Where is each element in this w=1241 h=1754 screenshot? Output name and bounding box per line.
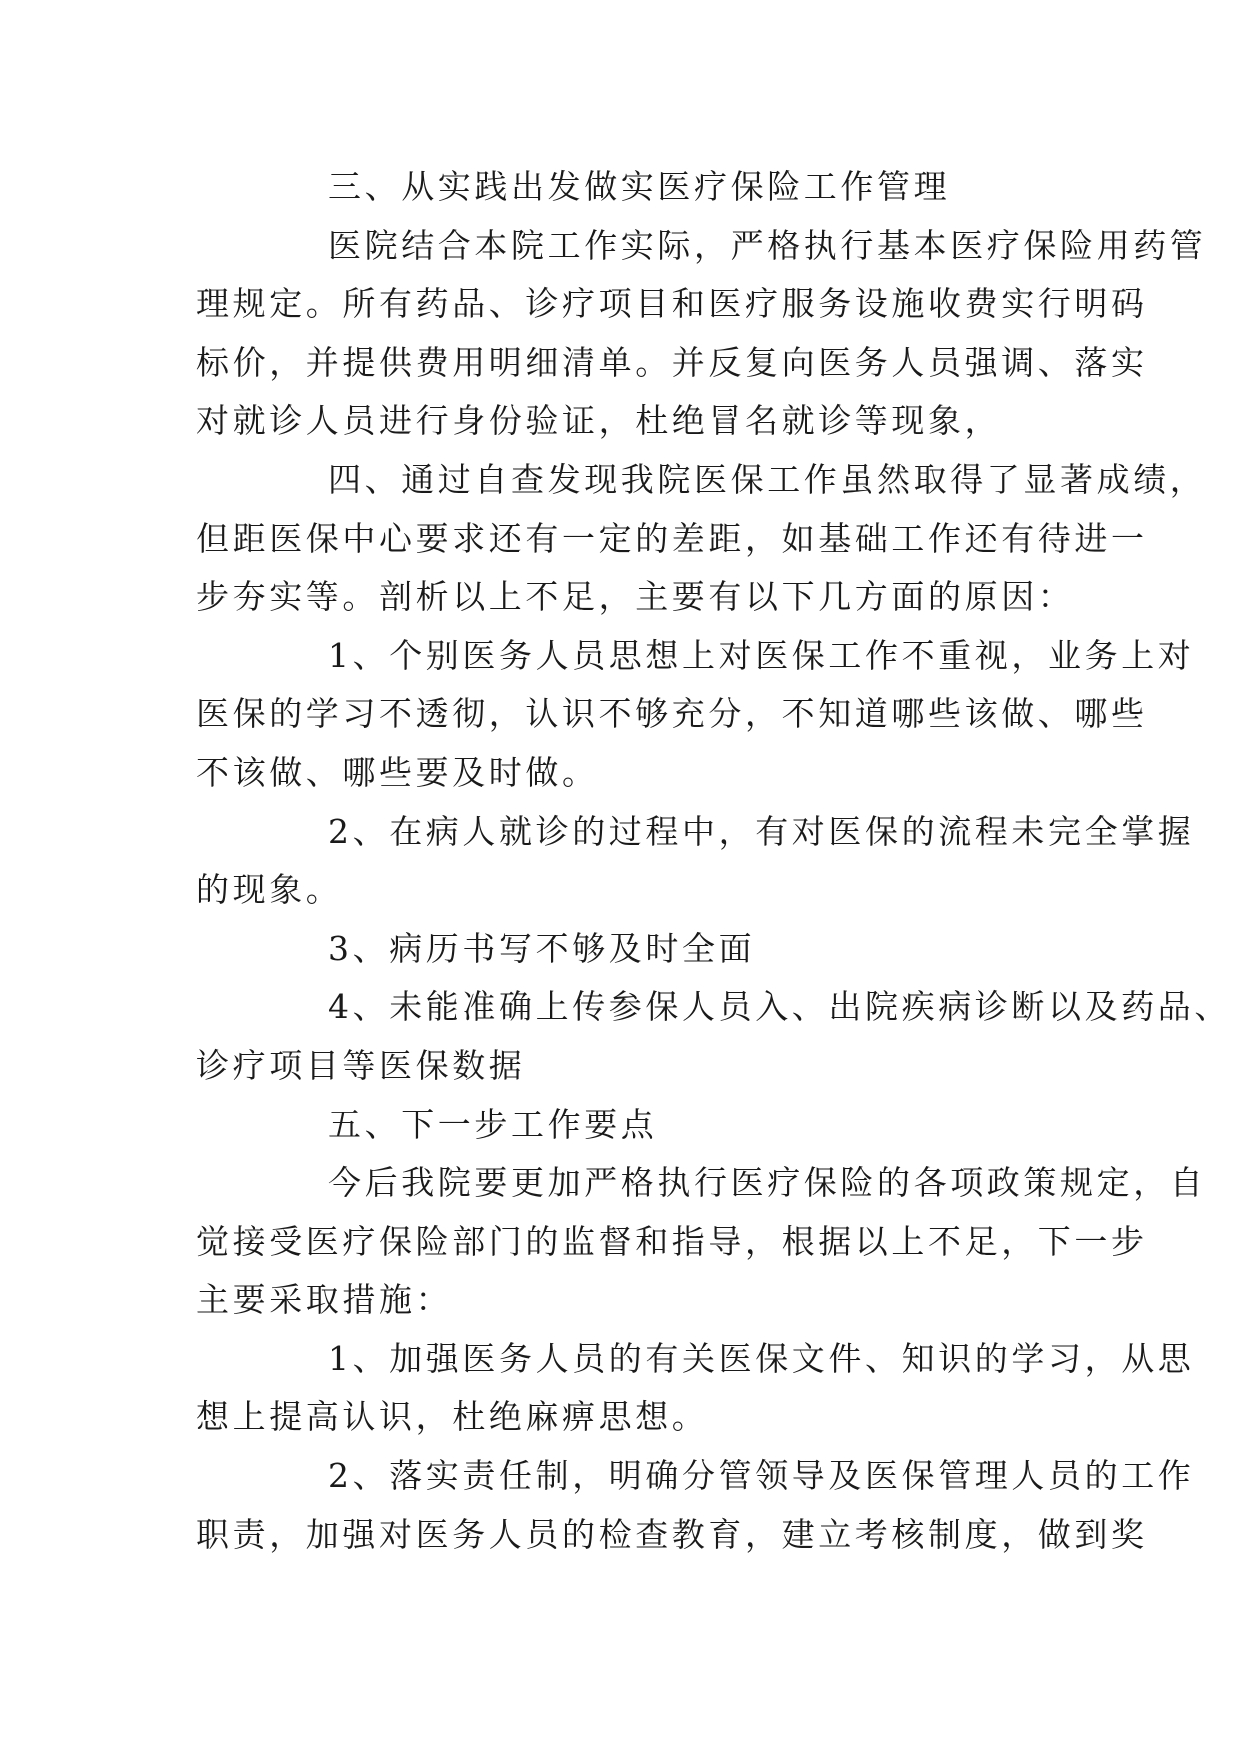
list-item-4-3 bbox=[196, 920, 1066, 979]
list-item-5-1 bbox=[196, 1330, 1195, 1447]
text-line: 医院结合本院工作实际，严格执行基本医疗保险用药管 bbox=[328, 225, 1207, 265]
text-line: 对就诊人员进行身份验证，杜绝冒名就诊等现象， bbox=[196, 401, 1002, 441]
text-line: 今后我院要更加严格执行医疗保险的各项政策规定，自 bbox=[328, 1163, 1207, 1203]
text-line: 诊疗项目等医保数据 bbox=[196, 1045, 526, 1085]
text-line: 想上提高认识，杜绝麻痹思想。 bbox=[196, 1397, 709, 1437]
text-line: 四、通过自查发现我院医保工作虽然取得了显著成绩， bbox=[328, 459, 1207, 499]
document-body bbox=[196, 158, 1231, 1564]
text-line: 2、落实责任制，明确分管领导及医保管理人员的工作 bbox=[328, 1456, 1195, 1496]
text-line: 觉接受医疗保险部门的监督和指导，根据以上不足，下一步 bbox=[196, 1221, 1148, 1261]
text-line: 但距医保中心要求还有一定的差距，如基础工作还有待进一 bbox=[196, 518, 1148, 558]
text-line: 1、加强医务人员的有关医保文件、知识的学习，从思 bbox=[328, 1338, 1195, 1378]
text-line: 主要采取措施： bbox=[196, 1280, 453, 1320]
text-line: 职责，加强对医务人员的检查教育，建立考核制度，做到奖 bbox=[196, 1514, 1148, 1554]
section-heading-4 bbox=[196, 451, 1207, 627]
list-item-5-2 bbox=[196, 1447, 1195, 1564]
text-line: 三、从实践出发做实医疗保险工作管理 bbox=[328, 167, 951, 206]
list-item-4-4 bbox=[196, 978, 1231, 1095]
text-line: 标价，并提供费用明细清单。并反复向医务人员强调、落实 bbox=[196, 342, 1148, 382]
section-heading-5 bbox=[196, 1096, 1066, 1155]
text-line: 步夯实等。剖析以上不足，主要有以下几方面的原因： bbox=[196, 577, 1075, 617]
list-item-4-1 bbox=[196, 627, 1195, 803]
text-line: 3、病历书写不够及时全面 bbox=[328, 928, 756, 968]
paragraph-3-body bbox=[196, 217, 1207, 451]
text-line: 医保的学习不透彻，认识不够充分，不知道哪些该做、哪些 bbox=[196, 694, 1148, 734]
text-line: 1、个别医务人员思想上对医保工作不重视，业务上对 bbox=[328, 635, 1195, 675]
text-line: 4、未能准确上传参保人员入、出院疾病诊断以及药品、 bbox=[328, 987, 1231, 1027]
text-line: 五、下一步工作要点 bbox=[328, 1104, 658, 1144]
section-heading-3 bbox=[196, 158, 1066, 217]
text-line: 的现象。 bbox=[196, 870, 343, 910]
paragraph-5-body bbox=[196, 1154, 1207, 1330]
text-line: 理规定。所有药品、诊疗项目和医疗服务设施收费实行明码 bbox=[196, 284, 1148, 324]
text-line: 2、在病人就诊的过程中，有对医保的流程未完全掌握 bbox=[328, 811, 1195, 851]
list-item-4-2 bbox=[196, 803, 1195, 920]
text-line: 不该做、哪些要及时做。 bbox=[196, 752, 599, 792]
